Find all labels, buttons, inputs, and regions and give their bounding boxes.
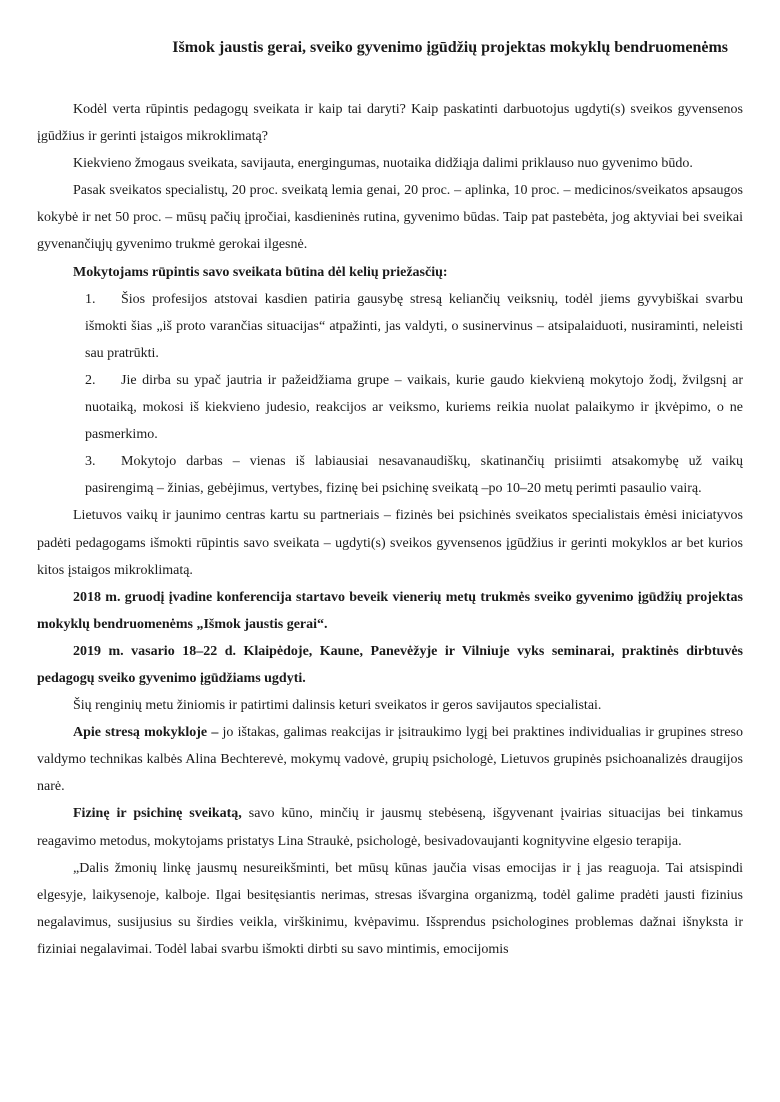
paragraph-seminars	[37, 638, 743, 692]
stress-lead: Apie stresą mokykloje –	[73, 725, 219, 741]
document-title: Išmok jaustis gerai, sveiko gyvenimo įgūdžių projektas mokyklų bendruomenėms	[172, 39, 728, 56]
list-item-number: 3.	[85, 454, 96, 470]
stress-text: jo ištakas, galimas reakcijas ir įsitraukimo lygį bei praktines individualias ir grupines streso valdymo technikas kalbės Alina Bechterevė, mokymų vadovė, grupių psichologė, Lietuvos grupinės psichoanalizės draugijos narė.	[37, 725, 744, 795]
paragraph-quote: „Dalis žmonių linkę jausmų nesureikšminti, bet mūsų kūnas jaučia visas emocijas ir į jas reaguoja. Tai atsispindi elgesyje, laikysenoje, kalboje. Ilgai besitęsiantis nerimas, stresas išvargina organizmą, todėl galime pradėti jausti fizinius negalavimus, susijusius su širdies veikla, virškinimu, kvėpavimu. Išsprendus psichologines problemas dažnai išnyksta ir fiziniai negalavimai. Todėl labai svarbu išmokti dirbti su savo mintimis, emocijomis	[37, 860, 743, 957]
project-start-text: 2018 m. gruodį įvadine konferencija startavo beveik vienerių metų trukmės sveiko gyvenimo įgūdžių projektas mokyklų bendruomenėms „Išmok jaustis gerai“.	[37, 589, 743, 632]
health-lead: Fizinę ir psichinę sveikatą,	[73, 806, 242, 822]
paragraph-health-factors: Pasak sveikatos specialistų, 20 proc. sveikatą lemia genai, 20 proc. – aplinka, 10 proc. – medicinos/sveikatos apsaugos kokybė ir net 50 proc. – mūsų pačių įpročiai, kasdieninės rutina, gyvenimo būdas. Taip pat pastebėta, jog aktyviai bei sveikai gyvenančiųjų gyvenimo trukmė gerokai ilgesnė.	[37, 183, 743, 253]
list-item	[85, 286, 743, 367]
paragraph-initiative: Lietuvos vaikų ir jaunimo centras kartu su partneriais – fizinės bei psichinės sveikatos specialistais ėmėsi iniciatyvos padėti pedagogams išmokti rūpintis savo sveikata – ugdyti(s) sveikos gyvensenos įgūdžius ir gerinti mokyklos ar bet kurios kitos įstaigos mikroklimatą.	[37, 508, 743, 578]
reasons-heading	[37, 259, 743, 286]
list-item-number: 2.	[85, 372, 96, 388]
list-item-text: Šios profesijos atstovai kasdien patiria gausybę stresą keliančių veiksnių, todėl jiems gyvybiškai svarbu išmokti šias „iš proto varančias situacijas“ atpažinti, jas valdyti, o susinervinus – atsipalaiduoti, nusiraminti, neleisti sau pratrūkti.	[85, 291, 743, 361]
health-text: savo kūno, minčių ir jausmų stebėseną, išgyvenant įvairias situacijas bei tinkamus reagavimo metodus, mokytojams pristatys Lina Straukė, psichologė, besivadovaujanti kognityvine elgesio terapija.	[37, 806, 743, 849]
seminars-text: 2019 m. vasario 18–22 d. Klaipėdoje, Kaune, Panevėžyje ir Vilniuje vyks seminarai, praktinės dirbtuvės pedagogų sveiko gyvenimo įgūdžiams ugdyti.	[37, 643, 743, 686]
paragraph-specialists: Šių renginių metu žiniomis ir patirtimi dalinsis keturi sveikatos ir geros savijautos specialistai.	[73, 698, 602, 714]
reasons-heading-text: Mokytojams rūpintis savo sveikata būtina dėl kelių priežasčių:	[73, 264, 448, 280]
list-item	[85, 448, 743, 502]
paragraph-stress	[37, 719, 743, 800]
paragraph-physical-mental-health	[37, 800, 743, 854]
list-item	[85, 367, 743, 448]
document-body	[37, 96, 743, 963]
reasons-list	[37, 286, 743, 503]
paragraph-lifestyle: Kiekvieno žmogaus sveikata, savijauta, energingumas, nuotaika didžiąja dalimi priklauso nuo gyvenimo būdo.	[73, 156, 693, 172]
paragraph-project-start	[37, 584, 743, 638]
paragraph-intro-question: Kodėl verta rūpintis pedagogų sveikata ir kaip tai daryti? Kaip paskatinti darbuotojus ugdyti(s) sveikos gyvensenos įgūdžius ir gerinti įstaigos mikroklimatą?	[37, 102, 743, 145]
list-item-text: Jie dirba su ypač jautria ir pažeidžiama grupe – vaikais, kurie gaudo kiekvieną mokytojo žodį, žvilgsnį ar nuotaiką, mokosi iš kiekvieno judesio, reakcijos ar veiksmo, kuriems reikia nuolat palaikymo ir įkvėpimo, o ne pasmerkimo.	[85, 372, 743, 443]
list-item-text: Mokytojo darbas – vienas iš labiausiai nesavanaudiškų, skatinančių prisiimti atsakomybę už vaikų pasirengimą – žinias, gebėjimus, vertybes, fizinę bei psichinę sveikatą –po 10–20 metų perimti pasaulio vairą.	[85, 454, 743, 497]
list-item-number: 1.	[85, 291, 96, 307]
